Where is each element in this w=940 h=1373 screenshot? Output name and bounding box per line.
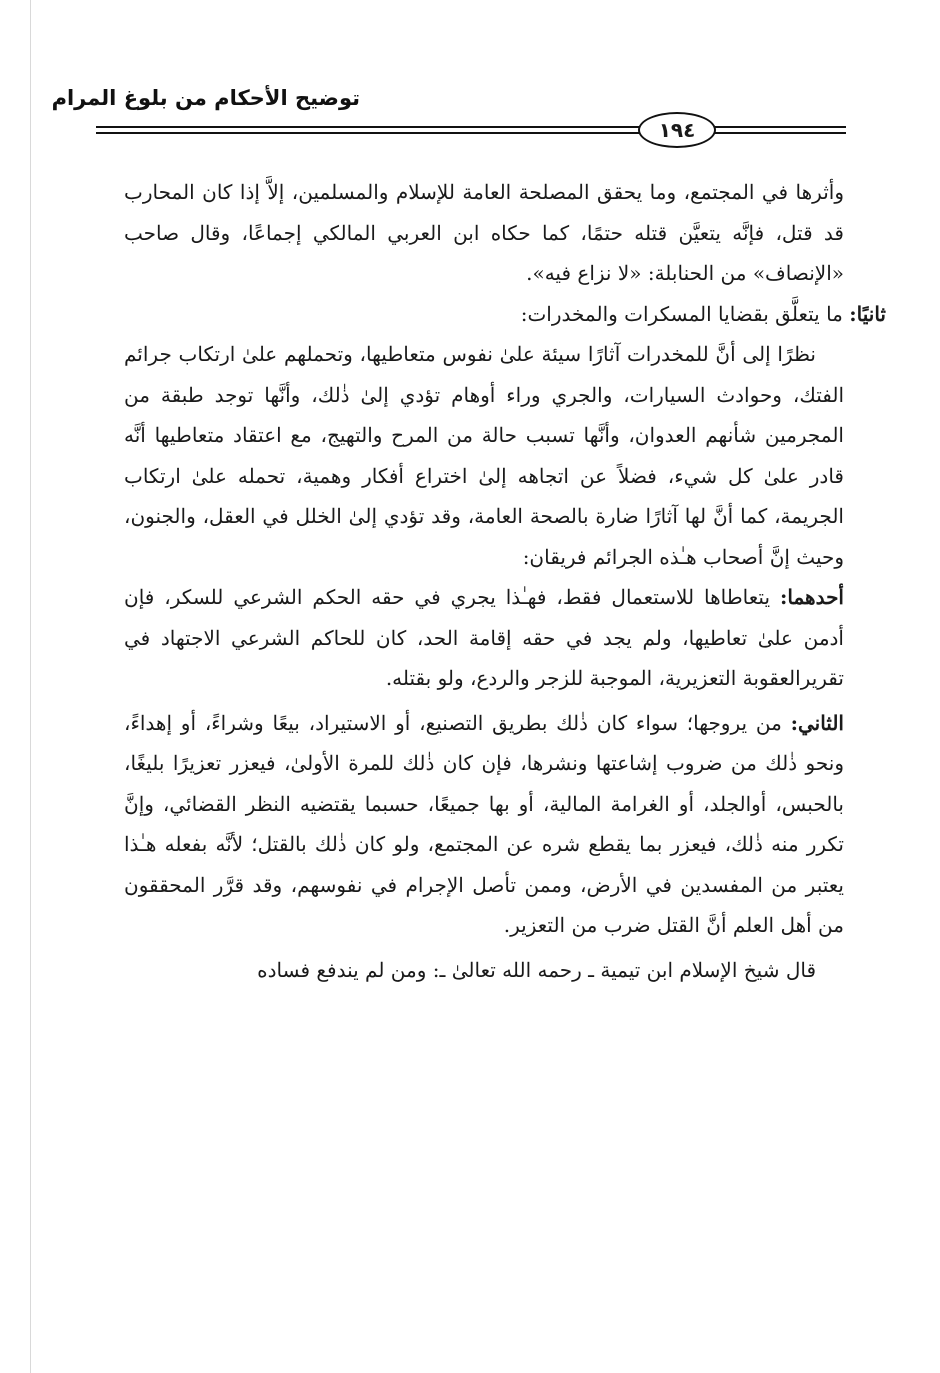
first-group-label: أحدهما: [779, 585, 844, 609]
header-rule-right [712, 126, 846, 134]
paragraph-drugs: نظرًا إلى أنَّ للمخدرات آثارًا سيئة علىٰ نفوس متعاطيها، وتحملهم علىٰ ارتكاب جرائم الفتك، وحوادث السيارات، والجري وراء أوهام تؤدي إلىٰ ذٰلك، وأنَّها توجد طبقة من المجرمين شأنهم العدوان، وأنَّها تسبب حالة من المرح والتهيج، مع اعتقاد متعاطيها أنَّه قادر علىٰ كل شيء، فضلاً عن اتجاهه إلىٰ اختراع أفكار وهمية، تحمله علىٰ ارتكاب الجريمة، كما أنَّ لها آثارًا ضارة بالصحة العامة، وقد تؤدي إلىٰ الخلل في العقل، والجنون، وحيث إنَّ أصحاب هـٰذه الجرائم فريقان: [124, 342, 844, 569]
section-label: ثانيًا: [849, 301, 886, 326]
paragraph-continuation: وأثرها في المجتمع، وما يحقق المصلحة العامة للإسلام والمسلمين، إلاَّ إذا كان المحارب قد قتل، فإنَّه يتعيَّن قتله حتمًا، كما حكاه ابن العربي المالكي إجماعًا، وقال صاحب «الإنصاف» من الحنابلة: «لا نزاع فيه». [124, 180, 844, 285]
running-title: توضيح الأحكام من بلوغ المرام [51, 86, 360, 110]
first-group-text: يتعاطاها للاستعمال فقط، فهـٰذا يجري في حقه الحكم الشرعي للسكر، فإن أدمن علىٰ تعاطيها، ولم يجد في حقه إقامة الحد، كان للحاكم الشرعي الاجتهاد في تقريرالعقوبة التعزيرية، الموجبة للزجر والردع، ولو بقتله. [124, 585, 844, 690]
page-header [0, 0, 940, 170]
section-title: ما يتعلَّق بقضايا المسكرات والمخدرات: [520, 301, 843, 326]
page-number [638, 112, 716, 148]
paragraph-first-group [124, 577, 844, 699]
second-group-label: الثاني: [790, 710, 844, 735]
second-group-text: من يروجها؛ سواء كان ذٰلك بطريق التصنيع، أو الاستيراد، بيعًا وشراءً، أو إهداءً، ونحو ذٰلك من ضروب إشاعتها ونشرها، فإن كان ذٰلك للمرة الأولىٰ، فيعزر تعزيرًا بليغًا، بالحبس، أوالجلد، أو الغرامة المالية، أو بها جميعًا، حسبما يقتضيه النظر القضائي، وإنَّ تكرر منه ذٰلك، فيعزر بما يقطع شره عن المجتمع، ولو كان ذٰلك بالقتل؛ لأنَّه بفعله هـٰذا يعتبر من المفسدين في الأرض، وممن تأصل الإجرام في نفوسهم، وقد قرَّر المحققون من أهل العلم أنَّ القتل ضرب من التعزير. [124, 710, 844, 937]
section-heading [124, 294, 886, 335]
body-text [124, 172, 886, 990]
paragraph-quote-start: قال شيخ الإسلام ابن تيمية ـ رحمه الله تعالىٰ ـ: ومن لم يندفع فساده [257, 957, 816, 982]
header-rule-left [96, 126, 642, 134]
paragraph-second-group [124, 703, 844, 946]
page-scan-edge [30, 0, 31, 1373]
page-number-text: ١٩٤ [658, 118, 696, 142]
